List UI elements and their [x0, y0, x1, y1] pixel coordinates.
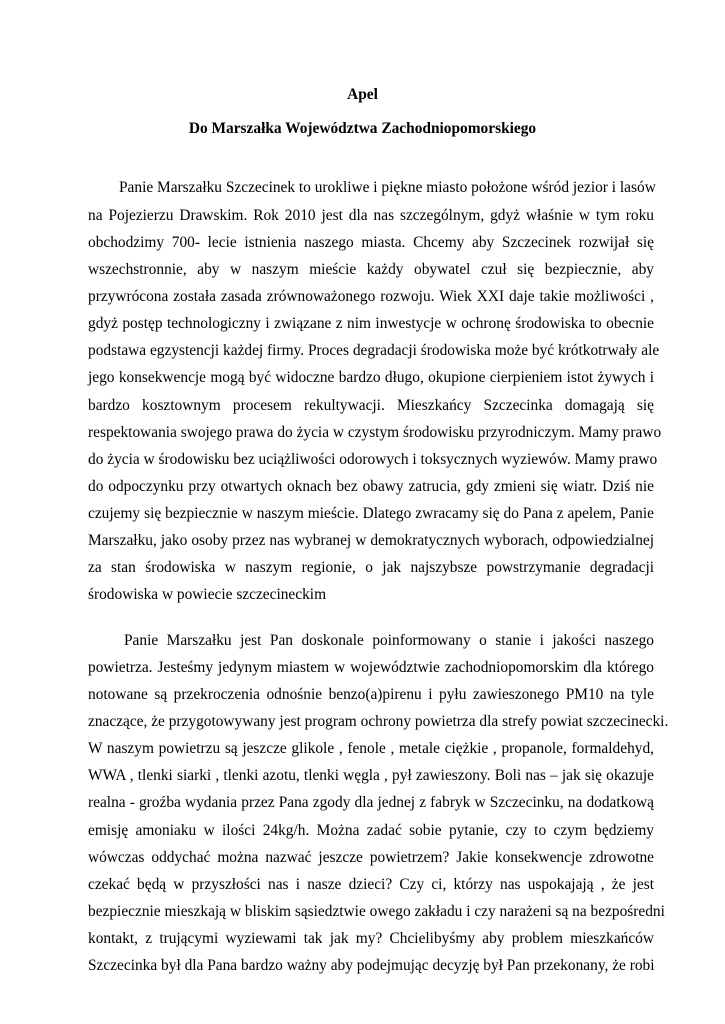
document-title: Apel: [347, 86, 378, 103]
paragraph-1-line: na Pojezierzu Drawskim. Rok 2010 jest dla nas szczególnym, gdyż właśnie w tym roku: [88, 207, 654, 224]
paragraph-1-line: obchodzimy 700- lecie istnienia naszego miasta. Chcemy aby Szczecinek rozwijał się: [88, 234, 654, 251]
paragraph-1-line: gdyż postęp technologiczny i związane z nim inwestycje w ochronę środowiska to obecnie: [88, 315, 654, 332]
paragraph-1-line: podstawa egzystencji każdej firmy. Proces degradacji środowiska może być krótkotrwały ale: [88, 342, 660, 359]
paragraph-2-line: wówczas oddychać można nazwać jeszcze powietrzem? Jakie konsekwencje zdrowotne: [88, 849, 654, 866]
paragraph-2-line: realna - groźba wydania przez Pana zgody dla jednej z fabryk w Szczecinku, na dodatkową: [88, 794, 654, 811]
paragraph-2-line: notowane są przekroczenia odnośnie benzo(a)pirenu i pyłu zawieszonego PM10 na tyle: [88, 686, 654, 703]
paragraph-1-line: przywrócona została zasada zrównoważonego rozwoju. Wiek XXI daje takie możliwości ,: [88, 288, 654, 305]
paragraph-2-line: bezpiecznie mieszkają w bliskim sąsiedztwie owego zakładu i czy narażeni są na bezpośredni: [88, 903, 665, 920]
paragraph-2-line: kontakt, z trującymi wyziewami tak jak my? Chcielibyśmy aby problem mieszkańców: [88, 930, 654, 947]
paragraph-2-line: czekać będą w przyszłości nas i nasze dzieci? Czy ci, którzy nas uspokajają , że jest: [88, 876, 654, 893]
paragraph-2-line: Szczecinka był dla Pana bardzo ważny aby podejmując decyzję był Pan przekonany, że robi: [88, 957, 655, 974]
paragraph-2-line: WWA , tlenki siarki , tlenki azotu, tlenki węgla , pył zawieszony. Boli nas – jak się okazuje: [88, 767, 654, 784]
paragraph-1-line: respektowania swojego prawa do życia w czystym środowisku przyrodniczym. Mamy prawo: [88, 424, 662, 441]
paragraph-1-line: środowiska w powiecie szczecineckim: [88, 586, 327, 603]
paragraph-1-line: Marszałku, jako osoby przez nas wybranej w demokratycznych wyborach, odpowiedzialnej: [88, 532, 654, 549]
paragraph-1-line: jego konsekwencje mogą być widoczne bardzo długo, okupione cierpieniem istot żywych i: [88, 369, 654, 386]
paragraph-2-line: W naszym powietrzu są jeszcze glikole , fenole , metale ciężkie , propanole, formaldehyd,: [88, 740, 654, 757]
paragraph-1-line: wszechstronnie, aby w naszym mieście każdy obywatel czuł się bezpiecznie, aby: [88, 261, 654, 278]
paragraph-1-line: za stan środowiska w naszym regionie, o jak najszybsze powstrzymanie degradacji: [88, 559, 654, 576]
paragraph-1-line: czujemy się bezpiecznie w naszym mieście. Dlatego zwracamy się do Pana z apelem, Panie: [88, 505, 654, 522]
paragraph-2-line: powietrza. Jesteśmy jedynym miastem w województwie zachodniopomorskim dla którego: [88, 659, 654, 676]
paragraph-1-line: Panie Marszałku Szczecinek to urokliwe i piękne miasto położone wśród jezior i lasów: [119, 179, 656, 196]
paragraph-1-line: do życia w środowisku bez uciążliwości odorowych i toksycznych wyziewów. Mamy prawo: [88, 451, 658, 468]
paragraph-2-line: znaczące, że przygotowywany jest program ochrony powietrza dla strefy powiat szczecinecki.: [88, 713, 669, 730]
paragraph-1-line: bardzo kosztownym procesem rekultywacji. Mieszkańcy Szczecinka domagają się: [88, 397, 654, 414]
document-subtitle: Do Marszałka Województwa Zachodniopomorskiego: [188, 120, 537, 137]
paragraph-2-line: Panie Marszałku jest Pan doskonale poinformowany o stanie i jakości naszego: [124, 632, 654, 649]
paragraph-1-line: do odpoczynku przy otwartych oknach bez obawy zatrucia, gdy zmieni się wiatr. Dziś nie: [88, 478, 654, 495]
paragraph-2-line: emisję amoniaku w ilości 24kg/h. Można zadać sobie pytanie, czy to czym będziemy: [88, 822, 654, 839]
